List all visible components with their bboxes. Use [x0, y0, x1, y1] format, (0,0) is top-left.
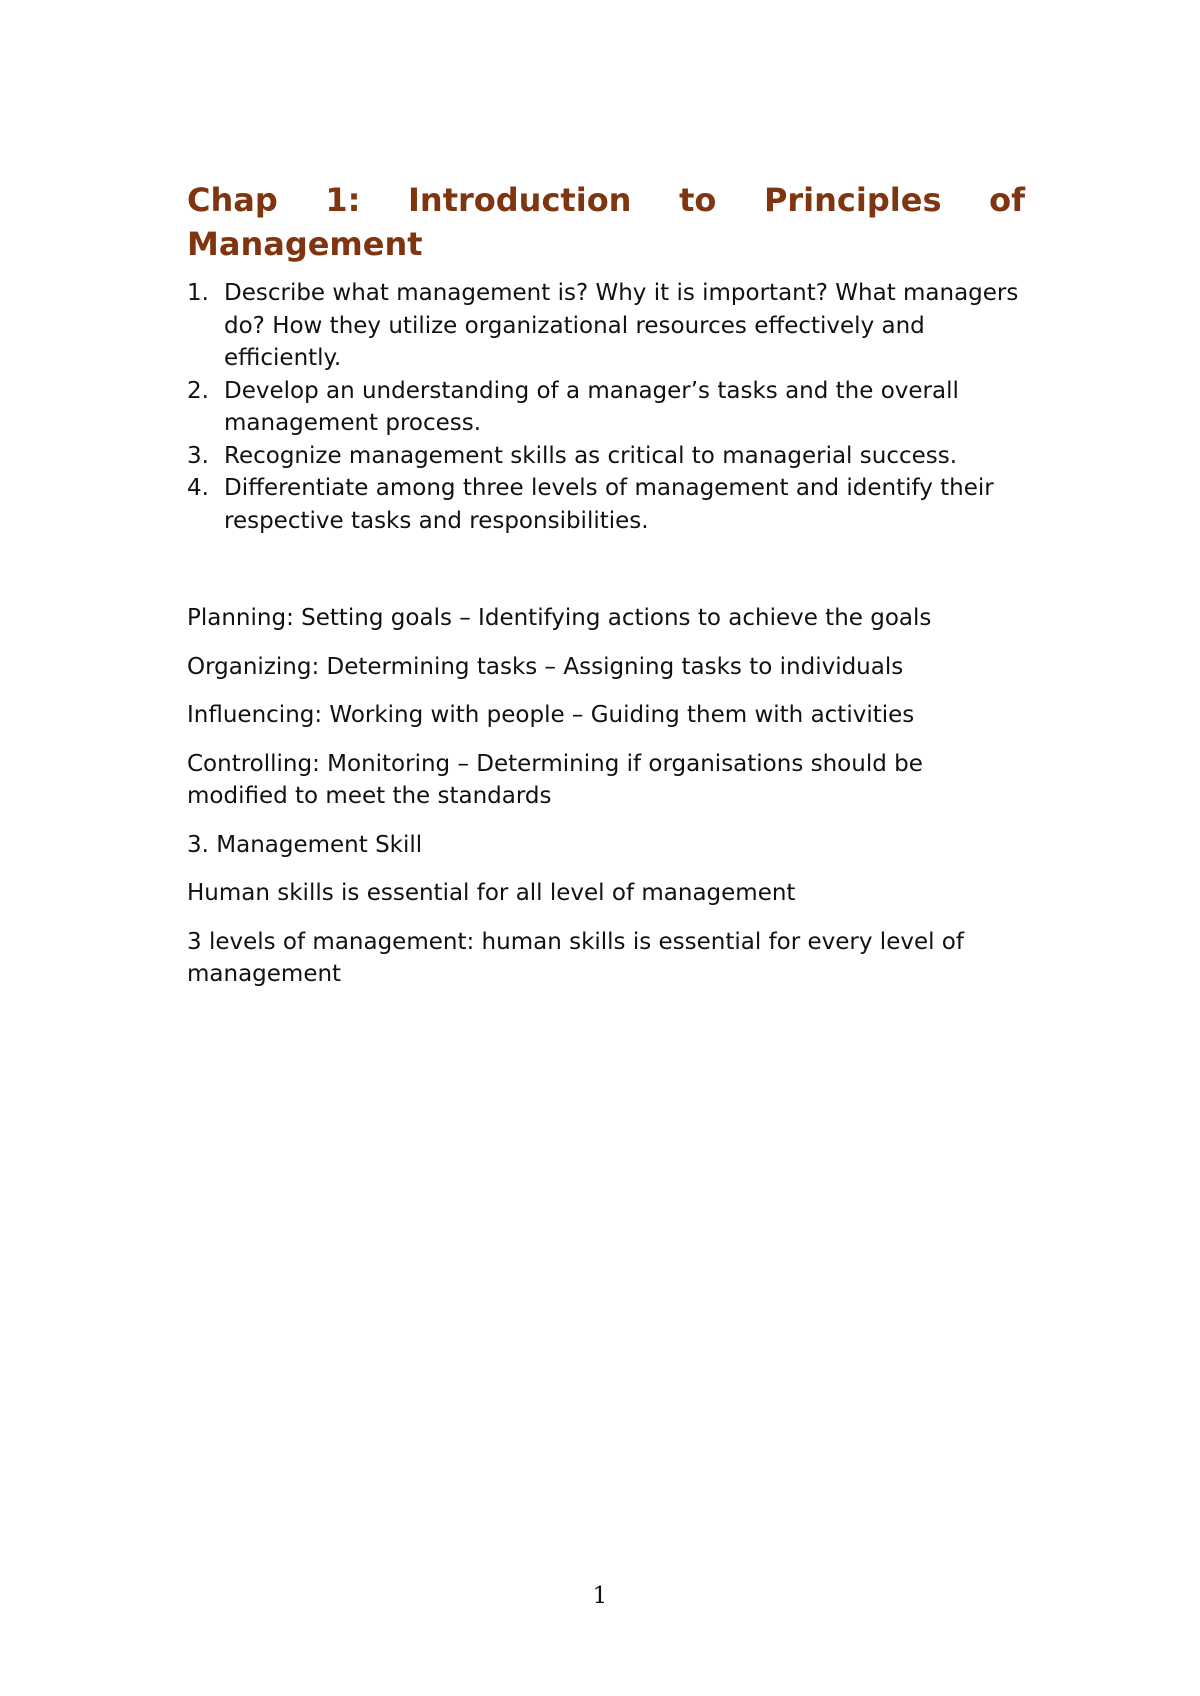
objective-item: [187, 375, 1025, 440]
planning-paragraph: Planning: Setting goals – Identifying actions to achieve the goals: [187, 605, 932, 631]
objective-text: Develop an understanding of a manager’s tasks and the overall management process.: [224, 377, 959, 436]
influencing-paragraph: Influencing: Working with people – Guiding them with activities: [187, 702, 915, 728]
objective-item: [187, 440, 1025, 473]
chapter-title: Chap 1: Introduction to Principles of Management: [187, 181, 1025, 263]
page-number: 1: [592, 1583, 608, 1609]
objective-number: 2.: [187, 377, 209, 404]
objective-text: Describe what management is? Why it is important? What managers do? How they utilize organizational resources effectively and efficiently.: [224, 280, 1019, 371]
objective-item: [187, 277, 1025, 375]
human-skills-paragraph: Human skills is essential for all level of management: [187, 880, 796, 906]
objective-number: 1.: [187, 280, 209, 306]
controlling-paragraph: Controlling: Monitoring – Determining if organisations should be modified to meet the standards: [187, 750, 923, 809]
learning-objectives-list: [187, 277, 1025, 537]
organizing-paragraph: Organizing: Determining tasks – Assigning tasks to individuals: [187, 653, 904, 680]
page-content: [187, 178, 1025, 991]
objective-item: [187, 472, 1025, 537]
management-skill-heading: 3. Management Skill: [187, 831, 423, 858]
levels-paragraph: 3 levels of management: human skills is essential for every level of management: [187, 928, 964, 987]
objective-number: 3.: [187, 442, 209, 469]
objective-text: Differentiate among three levels of management and identify their respective tasks and responsibilities.: [224, 475, 994, 534]
objective-text: Recognize management skills as critical to managerial success.: [224, 442, 958, 469]
objective-number: 4.: [187, 475, 209, 501]
